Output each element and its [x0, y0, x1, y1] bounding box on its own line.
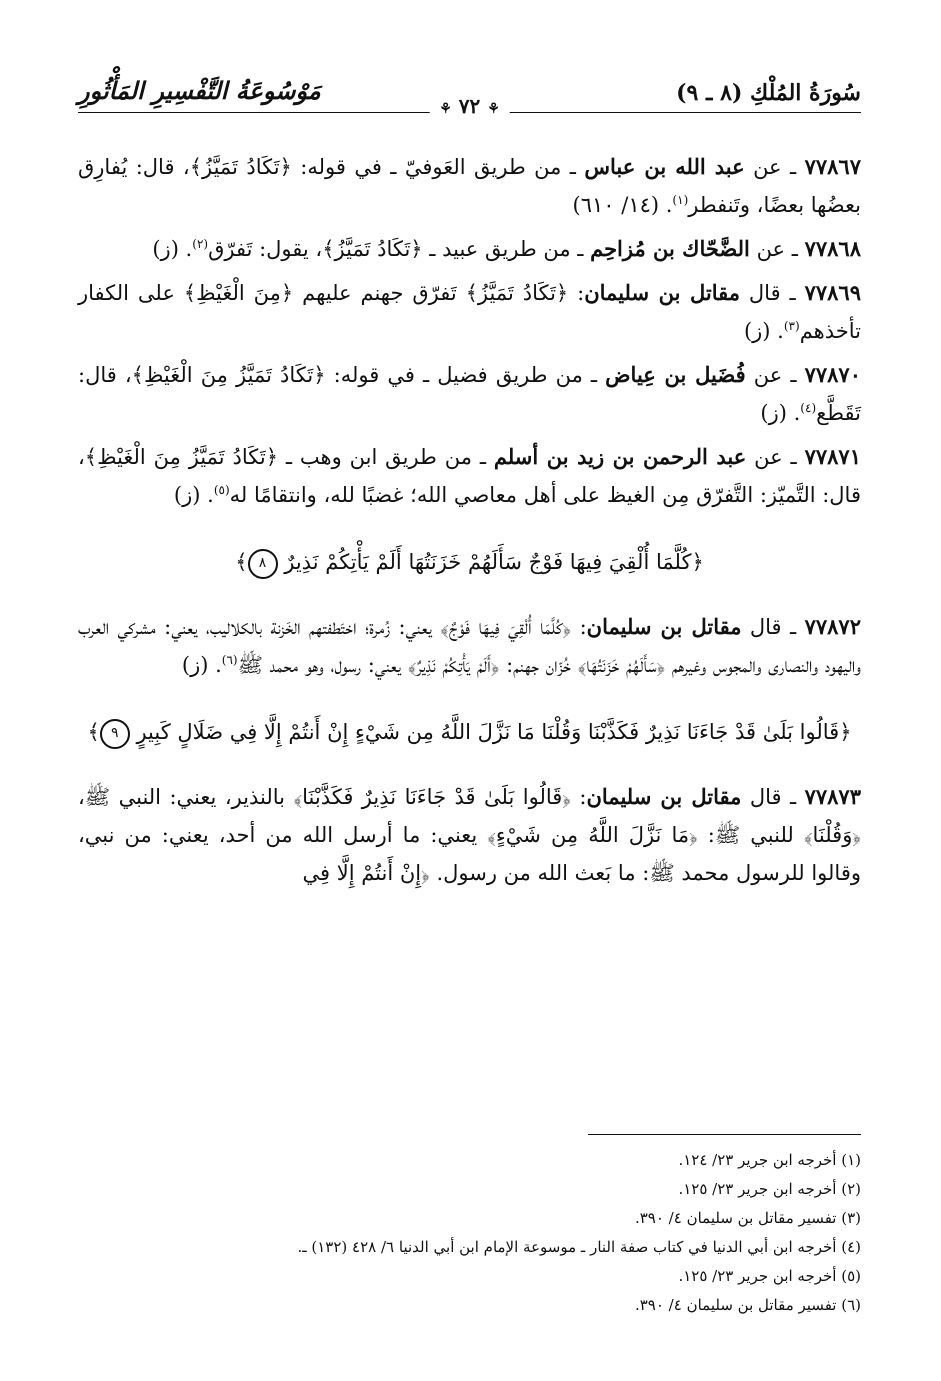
narration-text: بالنذير، يعني: النبي ﷺ، — [78, 785, 294, 809]
narration-text: يعني: ما أرسل الله من أحد، يعني: من نبي، وقالوا للرسول محمد ﷺ: ما بَعث الله من رسول. — [78, 823, 861, 885]
narration-text: ـ من طريق فضيل ـ في قوله: — [325, 363, 606, 387]
quran-verse — [78, 542, 861, 582]
narrator-name: عبد الله بن عباس — [584, 154, 745, 179]
quran-quote: ﴿وَقُلْنَا﴾ — [803, 823, 861, 847]
narration-text: ، قال: تَقَطَّع — [78, 363, 861, 425]
narration-text: : — [571, 615, 587, 639]
ornament-icon: ⚘ — [439, 101, 452, 117]
narration-text: للنبي ﷺ: — [697, 823, 804, 847]
source-ref: . (١٤/ ٦١٠) — [572, 193, 673, 217]
narration-text: ـ من طريق العَوفيّ ـ في قوله: — [291, 155, 585, 179]
footnote-divider — [588, 1134, 861, 1135]
quran-quote: ﴿تَكَادُ تَمَيَّزُ مِنَ الْغَيْظِ﴾ — [84, 445, 278, 469]
quran-verse — [78, 712, 861, 752]
narration-number: ٧٧٨٦٨ — [804, 236, 861, 261]
narration-text: ـ قال — [740, 281, 805, 305]
narration-text: على الكفار تأخذهم — [78, 281, 861, 343]
main-text — [78, 148, 861, 898]
footnote-ref: (٦) — [221, 653, 238, 667]
footnote: (٣) تفسير مقاتل بن سليمان ٤/ ٣٩٠. — [634, 1209, 861, 1227]
quran-quote: ﴿مِنَ الْغَيْظِ﴾ — [183, 281, 294, 305]
narrator-name: فُضَيل بن عِياض — [605, 362, 746, 387]
narration-text: يعني: رسول، وهو محمد ﷺ — [237, 653, 408, 677]
quran-quote: ﴿كُلَّمَا أُلْقِيَ فِيهَا فَوْجٌ﴾ — [440, 615, 572, 639]
footnote-ref: (٤) — [800, 401, 817, 415]
quran-quote: ﴿أَلَمْ يَأْتِكُمْ نَذِيرٌ﴾ — [407, 653, 500, 677]
narration-text: ـ من طريق ابن وهب ـ — [278, 445, 494, 469]
narration-text: : — [568, 281, 585, 305]
narration-text: ـ عن — [745, 363, 805, 387]
source-ref: . (ز) — [152, 237, 193, 261]
narration-text: ـ قال — [741, 785, 805, 809]
footnote: (٦) تفسير مقاتل بن سليمان ٤/ ٣٩٠. — [634, 1296, 861, 1314]
narration-number: ٧٧٨٦٧ — [804, 154, 861, 179]
footnote-ref: (٥) — [213, 483, 230, 497]
source-ref: . (ز) — [743, 319, 784, 343]
narration-text: ـ عن — [744, 155, 805, 179]
source-ref: . (ز) — [760, 401, 801, 425]
narration-entry — [78, 438, 861, 514]
narrator-name: عبد الرحمن بن زيد بن أسلم — [493, 444, 747, 469]
quran-quote: ﴿إِنْ أَنتُمْ إِلَّا فِي — [302, 861, 430, 885]
source-ref: . (ز) — [173, 483, 214, 507]
narrator-name: مقاتل بن سليمان — [584, 280, 741, 305]
verse-number-icon: ٩ — [100, 719, 130, 749]
narration-text: يعني: زُمرة؛ اختَطفتهم الخَزنة بالكلاليب، يعني: مشركي العرب واليهود والنصارى والمجوس وغيرهم — [78, 615, 861, 677]
narration-text: ، قال: يُفارِق بعضُها بعضًا، وتَنفطر — [78, 155, 861, 217]
narration-text: ـ من طريق عبيد ـ — [422, 237, 591, 261]
narration-text: ـ عن — [746, 445, 805, 469]
quran-quote: ﴿تَكَادُ تَمَيَّزُ﴾ — [465, 281, 569, 305]
verse-close: ﴾ — [235, 550, 248, 574]
book-title: مَوْسُوعَةُ التَّفْسِيرِ المَأْثُورِ — [78, 76, 321, 105]
narration-number: ٧٧٨٦٩ — [804, 280, 861, 305]
narration-entry — [78, 148, 861, 224]
ornament-icon: ⚘ — [487, 101, 500, 117]
verse-number-icon: ٨ — [248, 549, 278, 579]
narration-text: خُزّان جهنم: — [499, 653, 578, 677]
narration-entry — [78, 778, 861, 892]
verse-text: ﴿كُلَّمَا أُلْقِيَ فِيهَا فَوْجٌ سَأَلَهُمْ خَزَنَتُهَا أَلَمْ يَأْتِكُمْ نَذِيرٌ — [284, 550, 704, 574]
verse-text: ﴿قَالُوا بَلَىٰ قَدْ جَاءَنَا نَذِيرٌ فَكَذَّبْنَا وَقُلْنَا مَا نَزَّلَ اللَّهُ مِن شَيْءٍ إِنْ أَنتُمْ إِلَّا فِي ضَلَالٍ كَبِيرٍ — [136, 720, 852, 744]
narration-entry — [78, 608, 861, 684]
narration-text: تَفرّق جهنم عليهم — [293, 281, 466, 305]
narration-text: : — [570, 785, 587, 809]
narrator-name: الضَّحّاك بن مُزاحِم — [590, 236, 750, 261]
footnote: (٤) أخرجه ابن أبي الدنيا في كتاب صفة النار ـ موسوعة الإمام ابن أبي الدنيا ٦/ ٤٢٨ (١٣٢) ـ. — [297, 1238, 861, 1256]
source-ref: . (ز) — [181, 653, 222, 677]
narration-text: ، قال: التَّميّز: التَّفرّق مِن الغيظ على أهل معاصي الله؛ غضبًا لله، وانتقامًا له — [78, 445, 861, 507]
narration-text: ، يقول: تَفرّق — [208, 237, 323, 261]
footnote: (١) أخرجه ابن جرير ٢٣/ ١٢٤. — [678, 1151, 861, 1169]
footnotes — [78, 1146, 861, 1320]
page-number: ٧٢ — [458, 94, 481, 118]
narration-number: ٧٧٨٧٣ — [804, 784, 861, 809]
quran-quote: ﴿قَالُوا بَلَىٰ قَدْ جَاءَنَا نَذِيرٌ فَكَذَّبْنَا﴾ — [293, 785, 571, 809]
quran-quote: ﴿تَكَادُ تَمَيَّزُ﴾ — [322, 237, 423, 261]
quran-quote: ﴿تَكَادُ تَمَيَّزُ﴾ — [189, 155, 292, 179]
footnote-ref: (٢) — [192, 237, 209, 251]
footnote: (٥) أخرجه ابن جرير ٢٣/ ١٢٥. — [678, 1267, 861, 1285]
page-number-block — [429, 94, 510, 118]
narration-number: ٧٧٨٧٠ — [804, 362, 861, 387]
page-header — [78, 70, 861, 120]
surah-title: سُورَةُ المُلْكِ (٨ ـ ٩) — [676, 80, 861, 106]
narration-entry — [78, 356, 861, 432]
footnote: (٢) أخرجه ابن جرير ٢٣/ ١٢٥. — [678, 1180, 861, 1198]
quran-quote: ﴿مَا نَزَّلَ اللَّهُ مِن شَيْءٍ﴾ — [487, 823, 698, 847]
narrator-name: مقاتل بن سليمان — [586, 614, 742, 639]
verse-close: ﴾ — [87, 720, 100, 744]
narration-text: ـ عن — [749, 237, 805, 261]
quran-quote: ﴿تَكَادُ تَمَيَّزُ مِنَ الْغَيْظِ﴾ — [131, 363, 326, 387]
footnote-ref: (١) — [672, 193, 689, 207]
narration-entry — [78, 274, 861, 350]
narration-text: ـ قال — [741, 615, 805, 639]
quran-quote: ﴿سَأَلَهُمْ خَزَنَتُهَا﴾ — [577, 653, 666, 677]
narration-number: ٧٧٨٧١ — [804, 444, 861, 469]
narration-entry — [78, 230, 861, 268]
narrator-name: مقاتل بن سليمان — [586, 784, 742, 809]
narration-number: ٧٧٨٧٢ — [804, 614, 861, 639]
footnote-ref: (٣) — [783, 319, 800, 333]
